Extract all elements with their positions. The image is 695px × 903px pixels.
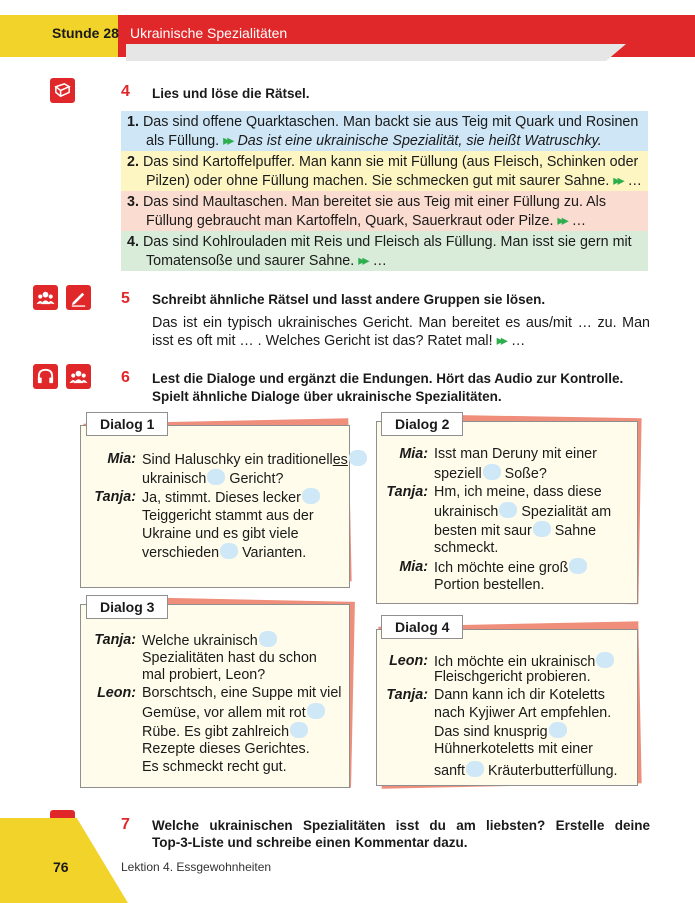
arrow-icon: ▸▸ <box>358 253 367 269</box>
riddle-2-answer: … <box>627 173 642 189</box>
riddle-3 <box>121 191 648 231</box>
page-number: 76 <box>53 859 69 875</box>
riddle-2-number: 2. <box>127 154 139 170</box>
pencil-icon <box>66 285 91 310</box>
riddle-1 <box>121 111 648 151</box>
speaker-tanja: Tanja: <box>94 632 136 648</box>
speaker-tanja: Tanja: <box>386 484 428 500</box>
dialog-4-title: Dialog 4 <box>381 615 463 639</box>
task-4-number: 4 <box>121 83 130 100</box>
task-5-line2-text: isst es oft mit … . Welches Gericht ist das? Ratet mal! <box>152 333 493 349</box>
riddle-1-answer: Das ist eine ukrainische Spezialität, sie heißt Watruschky. <box>237 133 602 149</box>
riddle-3-number: 3. <box>127 194 139 210</box>
riddle-3-line1: Das sind Maultaschen. Man bereitet sie aus Teig mit einer Füllung zu. Als <box>142 194 606 210</box>
footer-lesson: Lektion 4. Essgewohnheiten <box>121 860 272 874</box>
task-7-instruction-1: Welche ukrainischen Spezialitäten isst du am liebsten? Erstelle deine <box>152 818 650 833</box>
group-icon <box>33 285 58 310</box>
dialog-3-title: Dialog 3 <box>86 595 168 619</box>
riddle-4-line2: Tomatensoße und saurer Sahne. <box>146 253 355 269</box>
arrow-icon: ▸▸ <box>613 173 622 189</box>
riddle-1-line1: Das sind offene Quarktaschen. Man backt sie aus Teig mit Quark und Rosinen <box>142 114 639 130</box>
arrow-icon: ▸▸ <box>496 333 505 349</box>
headphones-icon <box>33 364 58 389</box>
task-6-instruction-1: Lest die Dialoge und ergänzt die Endungen. Hört das Audio zur Kontrolle. <box>152 371 624 386</box>
speaker-leon: Leon: <box>389 653 428 669</box>
header-gray-band <box>126 44 626 61</box>
task-6-instruction-2: Spielt ähnliche Dialoge über ukrainische Spezialitäten. <box>152 389 502 404</box>
task-4-instruction: Lies und löse die Rätsel. <box>152 86 310 101</box>
riddle-1-line2: als Füllung. <box>146 133 220 149</box>
speaker-mia: Mia: <box>399 446 428 462</box>
riddle-3-answer: … <box>571 213 587 229</box>
dialog-2-title: Dialog 2 <box>381 412 463 436</box>
arrow-icon: ▸▸ <box>557 213 566 229</box>
riddle-1-number: 1. <box>127 114 139 130</box>
speaker-mia: Mia: <box>399 559 428 575</box>
riddle-4-answer: … <box>372 253 387 269</box>
page-title: Ukrainische Spezialitäten <box>130 25 288 41</box>
task-6-number: 6 <box>121 369 130 386</box>
riddle-4-line1: Das sind Kohlrouladen mit Reis und Fleisch als Füllung. Man isst sie gern mit <box>142 234 632 250</box>
task-7-instruction-2: Top-3-Liste und schreibe einen Kommentar dazu. <box>152 835 468 850</box>
task-5-number: 5 <box>121 290 130 307</box>
speaker-tanja: Tanja: <box>94 489 136 505</box>
task-5-instruction: Schreibt ähnliche Rätsel und lasst andere Gruppen sie lösen. <box>152 292 546 307</box>
dialog-1-title: Dialog 1 <box>86 412 168 436</box>
riddle-2-line1: Das sind Kartoffelpuffer. Man kann sie mit Füllung (aus Fleisch, Schinken oder <box>142 154 639 170</box>
lesson-label: Stunde 28 <box>52 25 119 41</box>
task-5-line1: Das ist ein typisch ukrainisches Gericht. Man bereitet es aus/mit … zu. Man <box>152 315 650 331</box>
speaker-leon: Leon: <box>97 685 136 701</box>
riddle-2 <box>121 151 648 191</box>
riddle-4-number: 4. <box>127 234 139 250</box>
arrow-icon: ▸▸ <box>223 133 232 149</box>
speaker-tanja: Tanja: <box>386 687 428 703</box>
book-icon <box>50 78 75 103</box>
group-icon <box>66 364 91 389</box>
riddle-2-line2: Pilzen) oder ohne Füllung machen. Sie schmecken gut mit saurer Sahne. <box>146 173 610 189</box>
riddle-3-line2: Füllung gebraucht man Kartoffeln, Quark, Sauerkraut oder Pilze. <box>146 213 554 229</box>
task-5-line2 <box>152 332 525 351</box>
riddle-4 <box>121 231 648 271</box>
speaker-mia: Mia: <box>107 451 136 467</box>
task-7-number: 7 <box>121 816 130 833</box>
task-5-end: … <box>510 333 526 349</box>
